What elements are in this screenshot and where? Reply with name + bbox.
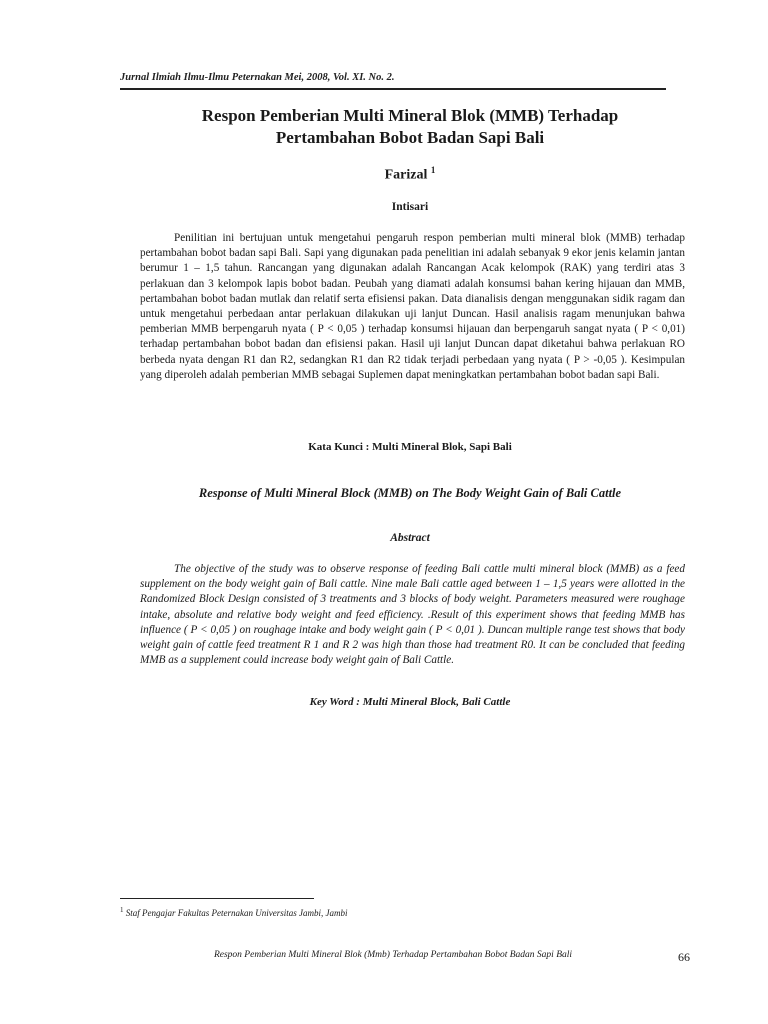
abstract-body: The objective of the study was to observe response of feeding Bali cattle multi mineral block (MMB) as a feed supplement on the body weight gain of Bali cattle. Nine male Bali cattle aged between 1 – 1,5 years were allotted in the Randomized Block Design consisted of 3 treatments and 3 blocks of body weight. Parameters measured were roughage intake, absolute and relative body weight and feed efficiency. .Result of this experiment shows that feeding MMB has influence ( P < 0,05 ) on roughage intake and body weight gain ( P < 0,01 ). Duncan multiple range test shows that body weight gain of cattle feed treatment R 1 and R 2 was high than those had treatment R0. It can be concluded that feeding MMB as a supplement could increase body weight gain of Bali Cattle.	[140, 563, 685, 667]
abstract-heading: Abstract	[390, 532, 430, 544]
english-title: Response of Multi Mineral Block (MMB) on The Body Weight Gain of Bali Cattle	[198, 486, 622, 500]
journal-header: Jurnal Ilmiah Ilmu-Ilmu Peternakan Mei, 2008, Vol. XI. No. 2.	[120, 72, 395, 83]
article-title-line2: Pertambahan Bobot Badan Sapi Bali	[275, 128, 545, 147]
footnote-rule	[120, 898, 314, 899]
key-word: Key Word : Multi Mineral Block, Bali Cattle	[309, 696, 511, 708]
article-title-line1: Respon Pemberian Multi Mineral Blok (MMB) Terhadap	[201, 106, 619, 125]
running-footer: Respon Pemberian Multi Mineral Blok (Mmb) Terhadap Pertambahan Bobot Badan Sapi Bali	[213, 950, 573, 960]
author-name	[120, 165, 700, 184]
kata-kunci: Kata Kunci : Multi Mineral Blok, Sapi Bali	[308, 441, 512, 453]
author-footnote-marker: 1	[430, 165, 436, 175]
intisari-heading: Intisari	[391, 201, 429, 213]
header-rule	[120, 88, 666, 90]
page-number: 66	[678, 950, 690, 964]
footnote-marker: 1	[120, 906, 124, 914]
intisari-body: Penilitian ini bertujuan untuk mengetahui pengaruh respon pemberian multi mineral blok (MMB) terhadap pertambahan bobot badan sapi Bali. Sapi yang digunakan pada penelitian ini adalah sebanyak 9 ekor jenis kelamin jantan berumur 1 – 1,5 tahun. Rancangan yang digunakan adalah Rancangan Acak kelompok (RAK) yang terdiri atas 3 perlakuan dan 3 kelompok lapis bobot badan. Peubah yang diamati adalah konsumsi bahan kering hijauan dan MMB, pertambahan bobot badan mutlak dan relatif serta efisiensi pakan. Data dianalisis dengan menggunakan sidik ragam dan untuk mengetahui perbedaan antar perlakuan dilakukan uji lanjut Duncan. Hasil analisis ragam menunjukan bahwa pemberian MMB berpengaruh nyata ( P < 0,05 ) terhadap konsumsi hijauan dan berpengaruh sangat nyata ( P < 0,01) terhadap pertambahan bobot badan dan efisiensi pakan. Hasil uji lanjut Duncan dapat diketahui bahwa perlakuan RO berbeda nyata dengan R1 dan R2, sedangkan R1 dan R2 tidak terjadi perbedaan yang nyata ( P > -0,05 ). Kesimpulan yang diperoleh adalah pemberian MMB sebagai Suplemen dapat meningkatkan pertambahan bobot badan sapi Bali.	[140, 232, 685, 381]
author-name-text: Farizal	[384, 167, 428, 183]
footnote	[120, 906, 666, 918]
footnote-text: Staf Pengajar Fakultas Peternakan Universitas Jambi, Jambi	[123, 908, 348, 918]
article-title	[120, 105, 700, 149]
